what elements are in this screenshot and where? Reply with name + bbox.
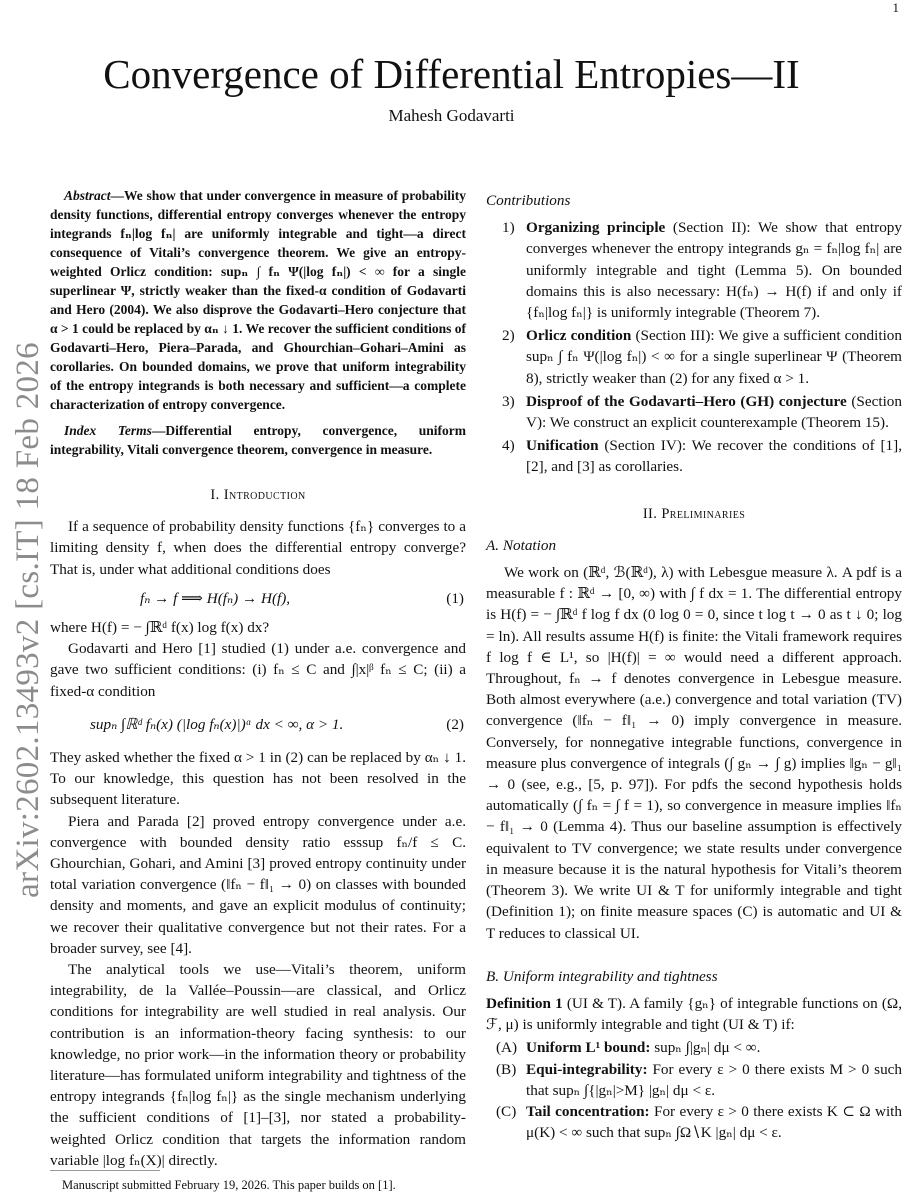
list-item: 1) Organizing principle (Section II): We show that entropy converges whenever the entropy integrands gₙ = fₙ|log fₙ| are uniformly integrable and tight (Lemma 5). On bounded domains this is also necessary: H(fₙ) → H(f) if and only if {fₙ|log fₙ|} is uniformly integrable (Theorem 7).: [502, 219, 902, 322]
index-terms: [50, 421, 466, 459]
abstract-text: —We show that under convergence in measure of probability density functions, differential entropy converges whenever the entropy integrands fₙ|log fₙ| are uniformly integrable and tight—a direct consequence of Vitali’s convergence theorem. We give an entropy-weighted Orlicz condition: supₙ ∫ fₙ Ψ(|log fₙ|) < ∞ for a single superlinear Ψ, strictly weaker than the fixed-α condition of Godavarti and Hero (2004). We also disprove the Godavarti–Hero conjecture that α > 1 could be replaced by αₙ ↓ 1. We recover the sufficient conditions of Godavarti–Hero, Piera–Parada, and Ghourchian–Gohari–Amini as corollaries. On bounded domains, we prove that uniform integrability of the entropy integrands is both necessary and sufficient—a complete characterization of entropy convergence.: [50, 188, 466, 412]
contributions-list: [486, 217, 902, 477]
intro-paragraph-6: The analytical tools we use—Vitali’s theorem, uniform integrability, de la Vallée–Poussin—are classical, and Orlicz conditions for integrability are well studied in real analysis. Our contribution is an information-theory facing synthesis: to our knowledge, no prior work—in the information theory or probability literature—has formulated uniform integrability and tightness of the entropy integrands {fₙ|log fₙ|} as the single mechanism underlying the sufficient conditions of [1]–[3], nor stated a probability-weighted Orlicz condition that targets the information random variable |log fₙ(X)| directly.: [50, 961, 466, 1169]
index-terms-label: Index Terms: [64, 423, 152, 438]
equation-1-body: fₙ → f ⟹ H(fₙ) → H(f),: [140, 589, 291, 607]
list-item: (C) Tail concentration: For every ε > 0 there exists K ⊂ Ω with μ(K) < ∞ such that supₙ ∫Ω∖K |gₙ| dμ < ε.: [496, 1102, 902, 1142]
index-terms-text: —Differential entropy, convergence, uniform integrability, Vitali convergence theorem, convergence in measure.: [50, 423, 467, 457]
list-item: (A) Uniform L¹ bound: supₙ ∫|gₙ| dμ < ∞.: [496, 1039, 761, 1057]
intro-paragraph-4: They asked whether the fixed α > 1 in (2) can be replaced by αₙ ↓ 1. To our knowledge, this question has not been resolved in the subsequent literature.: [50, 749, 466, 809]
equation-2-number: (2): [446, 715, 464, 733]
section-heading-introduction: I. Introduction: [210, 487, 306, 503]
intro-paragraph-1: If a sequence of probability density functions {fₙ} converges to a limiting density f, when does the differential entropy converge? That is, under what additional conditions does: [50, 518, 466, 578]
abstract: [50, 186, 466, 414]
abstract-label: Abstract: [64, 188, 111, 203]
intro-paragraph-2: where H(f) = − ∫ℝᵈ f(x) log f(x) dx?: [50, 619, 270, 637]
intro-paragraph-5: Piera and Parada [2] proved entropy convergence under a.e. convergence with bounded density ratio esssup fₙ/f ≤ C. Ghourchian, Gohari, and Amini [3] proved entropy continuity under total variation convergence (‖fₙ − f‖₁ → 0) on classes with bounded density and moments, and gave an explicit modulus of continuity; we recover their qualitative convergence but not their rates. For a broader survey, see [4].: [50, 812, 466, 957]
definition-1: Definition 1 (UI & T). A family {gₙ} of integrable functions on (Ω, ℱ, μ) is uniformly integrable and tight (UI & T) if:: [486, 994, 902, 1034]
definition-label: Definition 1: [486, 994, 563, 1012]
equation-1-number: (1): [446, 589, 464, 607]
list-item: (B) Equi-integrability: For every ε > 0 there exists M > 0 such that supₙ ∫{|gₙ|>M} |gₙ| dμ < ε.: [496, 1060, 902, 1099]
notation-paragraph: We work on (ℝᵈ, ℬ(ℝᵈ), λ) with Lebesgue measure λ. A pdf is a measurable f : ℝᵈ → [0, ∞) with ∫ f dx = 1. The differential entropy is H(f) = − ∫ℝᵈ f log f dx (0 log 0 = 0, since t log t → 0 as t ↓ 0; log = ln). All results assume H(f) is finite: the Vitali framework requires f log f ∈ L¹, so |H(f)| = ∞ would need a different approach. Throughout, fₙ → f denotes convergence in Lebesgue measure. Both almost everywhere (a.e.) convergence and total variation (TV) convergence (‖fₙ − f‖₁ → 0) imply convergence in measure. Conversely, for nonnegative integrable functions, convergence in measure plus convergence of integrals (∫ gₙ → ∫ g) implies ‖gₙ − g‖₁ → 0 (see, e.g., [5, p. 97]). For pdfs the second hypothesis holds automatically (∫ fₙ = ∫ f = 1), so convergence in measure implies ‖fₙ − f‖₁ → 0 (Lemma 4). Thus our baseline assumption is effectively equivalent to TV convergence; we state results under convergence in measure because it is the natural hypothesis for Vitali’s theorem (Theorem 3). We write UI & T for uniformly integrable and tight (Definition 1); on finite measure spaces (C) is automatic and UI & T reduces to classical UI.: [486, 564, 902, 942]
subsection-heading-notation: A. Notation: [486, 536, 557, 554]
equation-2: [50, 714, 466, 735]
page-number: 1: [892, 0, 899, 15]
right-column: [486, 186, 902, 1143]
footnote-rule: [50, 1170, 160, 1171]
footnote: Manuscript submitted February 19, 2026. This paper builds on [1].: [62, 1178, 396, 1192]
list-item: 3) Disproof of the Godavarti–Hero (GH) conjecture (Section V): We construct an explicit counterexample (Theorem 15).: [502, 392, 902, 432]
definition-conditions: [486, 1037, 902, 1143]
arxiv-identifier: arXiv:2602.13493v2 [cs.IT] 18 Feb 2026: [10, 342, 46, 898]
list-item: 4) Unification (Section IV): We recover the conditions of [1], [2], and [3] as corollaries.: [502, 437, 902, 476]
paper-title: Convergence of Differential Entropies—II: [103, 51, 800, 97]
subsection-heading-ui: B. Uniform integrability and tightness: [486, 967, 718, 985]
list-item: 2) Orlicz condition (Section III): We give a sufficient condition supₙ ∫ fₙ Ψ(|log fₙ|) < ∞ for a single superlinear Ψ (Theorem 8), strictly weaker than (2) for any fixed α > 1.: [502, 327, 902, 387]
author-name: Mahesh Godavarti: [388, 106, 515, 125]
section-heading-preliminaries: II. Preliminaries: [642, 505, 746, 522]
intro-paragraph-3: Godavarti and Hero [1] studied (1) under a.e. convergence and gave two sufficient conditions: (i) fₙ ≤ C and ∫|x|ᵝ fₙ ≤ C; (ii) a fixed-α condition: [50, 640, 466, 700]
contributions-heading: Contributions: [486, 192, 571, 209]
equation-1: [50, 588, 466, 609]
equation-2-body: supₙ ∫ℝᵈ fₙ(x) (|log fₙ(x)|)ᵅ dx < ∞, α > 1.: [90, 715, 344, 733]
left-column: [50, 186, 466, 1171]
